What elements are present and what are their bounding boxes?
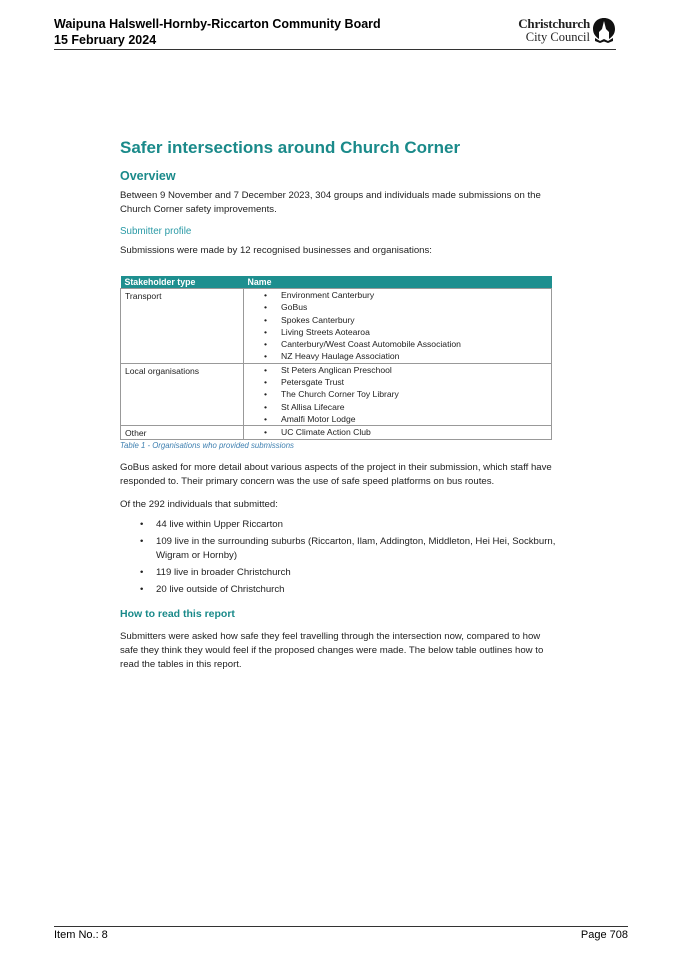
gobus-text: GoBus asked for more detail about various aspects of the project in their submission, which staff have responded to. Their primary concern was the use of safe speed platforms on bus routes. xyxy=(120,462,552,487)
list-item: • NZ Heavy Haulage Association xyxy=(248,350,547,362)
how-to-read-section xyxy=(120,606,560,672)
page-header xyxy=(54,16,616,50)
list-item: • Living Streets Aotearoa xyxy=(248,326,547,338)
table-row xyxy=(121,363,552,425)
page-footer xyxy=(54,926,628,942)
council-emblem-icon xyxy=(592,17,616,43)
list-item: • Amalfi Motor Lodge xyxy=(248,413,547,425)
gobus-section xyxy=(120,461,560,489)
page-number: Page 708 xyxy=(580,929,628,941)
logo-line2: City Council xyxy=(525,30,590,44)
individuals-list xyxy=(140,518,560,597)
stakeholder-table xyxy=(120,276,552,440)
table-caption: Table 1 - Organisations who provided submissions xyxy=(120,441,294,450)
column-header: Stakeholder type xyxy=(121,276,244,289)
individuals-section xyxy=(120,498,560,597)
list-item: • GoBus xyxy=(248,301,547,313)
table-header-row xyxy=(121,276,552,289)
logo-line1: Christchurch xyxy=(518,16,590,31)
table-row xyxy=(121,289,552,364)
list-item: • Canterbury/West Coast Automobile Association xyxy=(248,338,547,350)
list-item: • 44 live within Upper Riccarton xyxy=(140,518,560,532)
list-item: • St Allisa Lifecare xyxy=(248,401,547,413)
list-item: • Environment Canterbury xyxy=(248,289,547,301)
item-number: Item No.: 8 xyxy=(54,929,108,941)
how-to-read-heading: How to read this report xyxy=(120,608,235,620)
names-cell xyxy=(244,289,552,364)
council-logo xyxy=(506,16,616,46)
meeting-title: Waipuna Halswell-Hornby-Riccarton Community Board xyxy=(54,17,381,31)
list-item: • St Peters Anglican Preschool xyxy=(248,364,547,376)
list-item: • 20 live outside of Christchurch xyxy=(140,583,560,597)
submitter-text: Submissions were made by 12 recognised businesses and organisations: xyxy=(120,245,432,256)
list-item: • 119 live in broader Christchurch xyxy=(140,566,560,580)
list-item: • Spokes Canterbury xyxy=(248,314,547,326)
stakeholder-type-cell: Transport xyxy=(121,289,244,364)
list-item: • 109 live in the surrounding suburbs (Riccarton, Ilam, Addington, Middleton, Hei Hei, Sockburn, Wigram or Hornby) xyxy=(140,535,560,563)
names-cell xyxy=(244,426,552,440)
report-body xyxy=(120,138,560,258)
page-title: Safer intersections around Church Corner xyxy=(120,138,461,157)
overview-heading: Overview xyxy=(120,169,176,183)
how-to-read-text: Submitters were asked how safe they feel travelling through the intersection now, compared to how safe they think they would feel if the proposed changes were made. The below table outlines how to read the tables in this report. xyxy=(120,631,544,670)
names-cell xyxy=(244,363,552,425)
list-item: • Petersgate Trust xyxy=(248,376,547,388)
meeting-date: 15 February 2024 xyxy=(54,33,157,47)
column-header: Name xyxy=(244,276,552,289)
table-row xyxy=(121,426,552,440)
stakeholder-type-cell: Other xyxy=(121,426,244,440)
list-item: • The Church Corner Toy Library xyxy=(248,388,547,400)
submitter-profile-heading: Submitter profile xyxy=(120,226,192,237)
individuals-intro: Of the 292 individuals that submitted: xyxy=(120,499,278,510)
stakeholder-type-cell: Local organisations xyxy=(121,363,244,425)
list-item: • UC Climate Action Club xyxy=(248,426,547,438)
overview-text: Between 9 November and 7 December 2023, 304 groups and individuals made submissions on the Church Corner safety improvements. xyxy=(120,190,541,215)
